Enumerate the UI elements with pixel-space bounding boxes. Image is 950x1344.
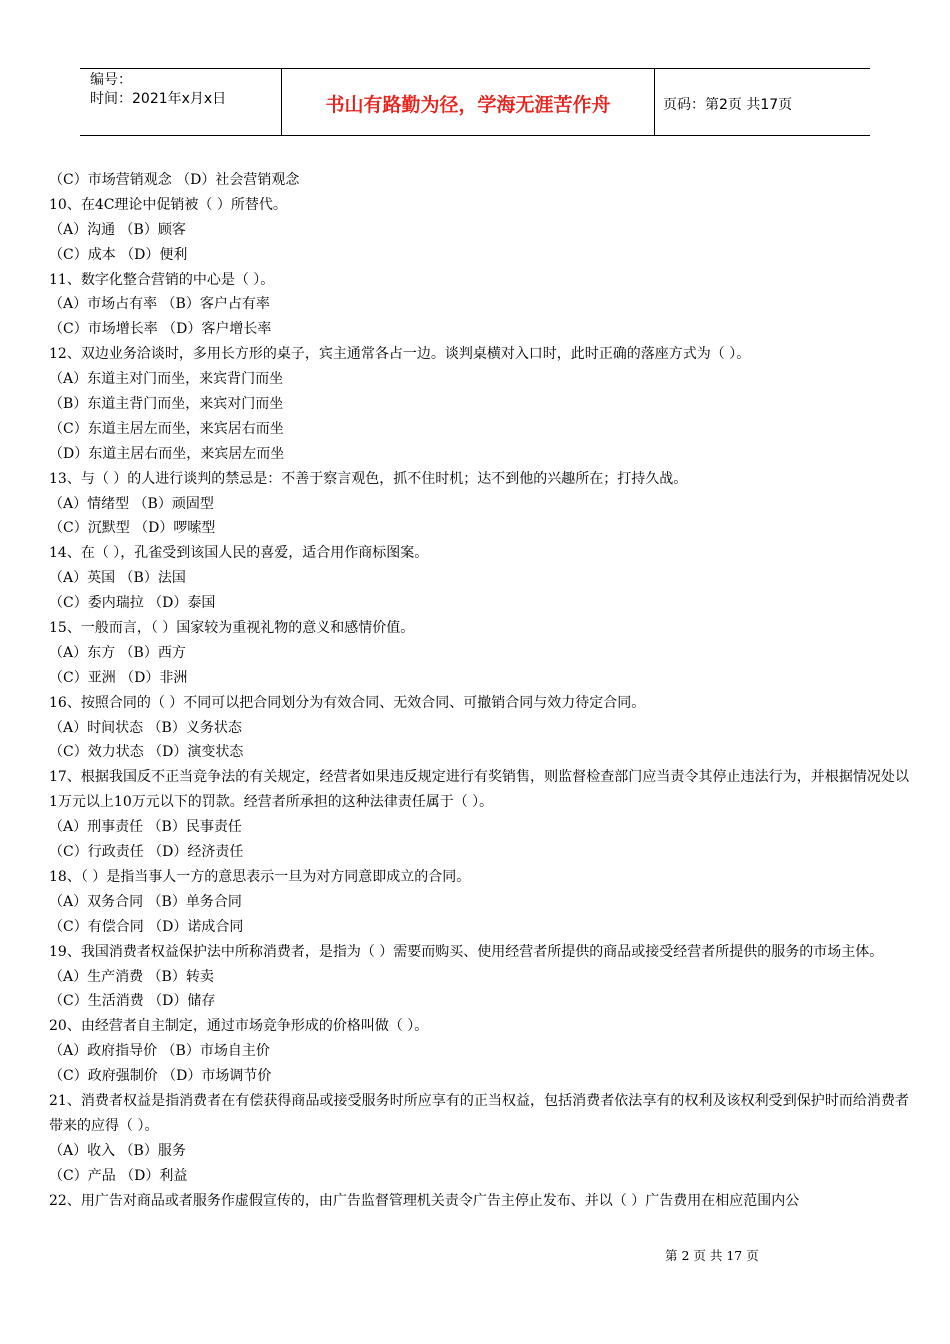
text-line: （C）市场营销观念 （D）社会营销观念 <box>49 172 300 188</box>
answer-options: （A）刑事责任 （B）民事责任 <box>49 819 242 836</box>
serial-label: 编号： <box>90 72 132 88</box>
answer-options: （C）沉默型 （D）啰嗦型 <box>49 520 216 537</box>
header-meta <box>90 71 285 109</box>
question-text: 21、消费者权益是指消费者在有偿获得商品或接受服务时所应享有的正当权益，包括消费者依法享有的权利及该权利受到保护时而给消费者带来的应得（ ）。 <box>49 1093 909 1134</box>
answer-options: （A）沟通 （B）顾客 <box>49 221 186 238</box>
question-text: 12、双边业务洽谈时，多用长方形的桌子，宾主通常各占一边。谈判桌横对入口时，此时正确的落座方式为（ ）。 <box>49 346 751 363</box>
header-motto: 书山有路勤为径，学海无涯苦作舟 <box>325 94 611 116</box>
answer-options: （C）亚洲 （D）非洲 <box>49 669 188 686</box>
date-label: 时间：2021年x月x日 <box>90 91 227 107</box>
answer-options: （A）英国 （B）法国 <box>49 570 186 587</box>
question-text: 19、我国消费者权益保护法中所称消费者，是指为（ ）需要而购买、使用经营者所提供的商品或接受经营者所提供的服务的市场主体。 <box>49 943 884 960</box>
answer-options: （C）市场增长率 （D）客户增长率 <box>49 321 272 338</box>
answer-options: （C）产品 （D）利益 <box>49 1167 188 1184</box>
page-footer: 第 2 页 共 17 页 <box>665 1248 759 1263</box>
question-text: 10、在4C理论中促销被（ ）所替代。 <box>49 196 287 213</box>
answer-options: （A）情绪型 （B）顽固型 <box>49 495 214 512</box>
answer-options: （A）生产消费 （B）转卖 <box>49 968 214 985</box>
question-text: 22、用广告对商品或者服务作虚假宣传的，由广告监督管理机关责令广告主停止发布、并以（ ）广告费用在相应范围内公 <box>49 1192 800 1209</box>
answer-options: （C）东道主居左而坐，来宾居右而坐 <box>49 420 284 437</box>
question-text: 17、根据我国反不正当竞争法的有关规定，经营者如果违反规定进行有奖销售，则监督检查部门应当责令其停止违法行为，并根据情况处以1万元以上10万元以下的罚款。经营者所承担的这种法律责任属于（ ）。 <box>49 769 909 811</box>
answer-options: （A）双务合同 （B）单务合同 <box>49 893 242 910</box>
answer-options: （A）政府指导价 （B）市场自主价 <box>49 1043 270 1060</box>
answer-options: （C）有偿合同 （D）诺成合同 <box>49 918 244 935</box>
document-body <box>49 168 909 1213</box>
question-text: 20、由经营者自主制定，通过市场竞争形成的价格叫做（ ）。 <box>49 1018 429 1035</box>
answer-options: （C）效力状态 （D）演变状态 <box>49 744 244 761</box>
answer-options: （D）东道主居右而坐，来宾居左而坐 <box>49 445 285 462</box>
question-text: 16、按照合同的（ ）不同可以把合同划分为有效合同、无效合同、可撤销合同与效力待定合同。 <box>49 694 646 711</box>
answer-options: （C）委内瑞拉 （D）泰国 <box>49 595 216 612</box>
answer-options: （A）时间状态 （B）义务状态 <box>49 719 242 736</box>
answer-options: （B）东道主背门而坐，来宾对门而坐 <box>49 396 284 413</box>
question-text: 11、数字化整合营销的中心是（ ）。 <box>49 271 275 288</box>
answer-options: （C）成本 （D）便利 <box>49 246 188 263</box>
header-page-info: 页码：第2页 共17页 <box>663 97 793 113</box>
question-text: 18、（ ）是指当事人一方的意思表示一旦为对方同意即成立的合同。 <box>49 868 471 885</box>
question-text: 14、在（ ），孔雀受到该国人民的喜爱，适合用作商标图案。 <box>49 545 429 562</box>
question-text: 15、一般而言，（ ）国家较为重视礼物的意义和感情价值。 <box>49 620 415 637</box>
answer-options: （A）东道主对门而坐，来宾背门而坐 <box>49 371 284 388</box>
answer-options: （C）行政责任 （D）经济责任 <box>49 844 244 861</box>
answer-options: （A）东方 （B）西方 <box>49 644 186 661</box>
page-header <box>80 68 870 136</box>
answer-options: （C）生活消费 （D）储存 <box>49 993 216 1010</box>
answer-options: （C）政府强制价 （D）市场调节价 <box>49 1068 272 1085</box>
header-divider <box>654 69 655 135</box>
answer-options: （A）市场占有率 （B）客户占有率 <box>49 296 270 313</box>
answer-options: （A）收入 （B）服务 <box>49 1142 186 1159</box>
question-text: 13、与（ ）的人进行谈判的禁忌是：不善于察言观色，抓不住时机；达不到他的兴趣所在；打持久战。 <box>49 470 688 487</box>
